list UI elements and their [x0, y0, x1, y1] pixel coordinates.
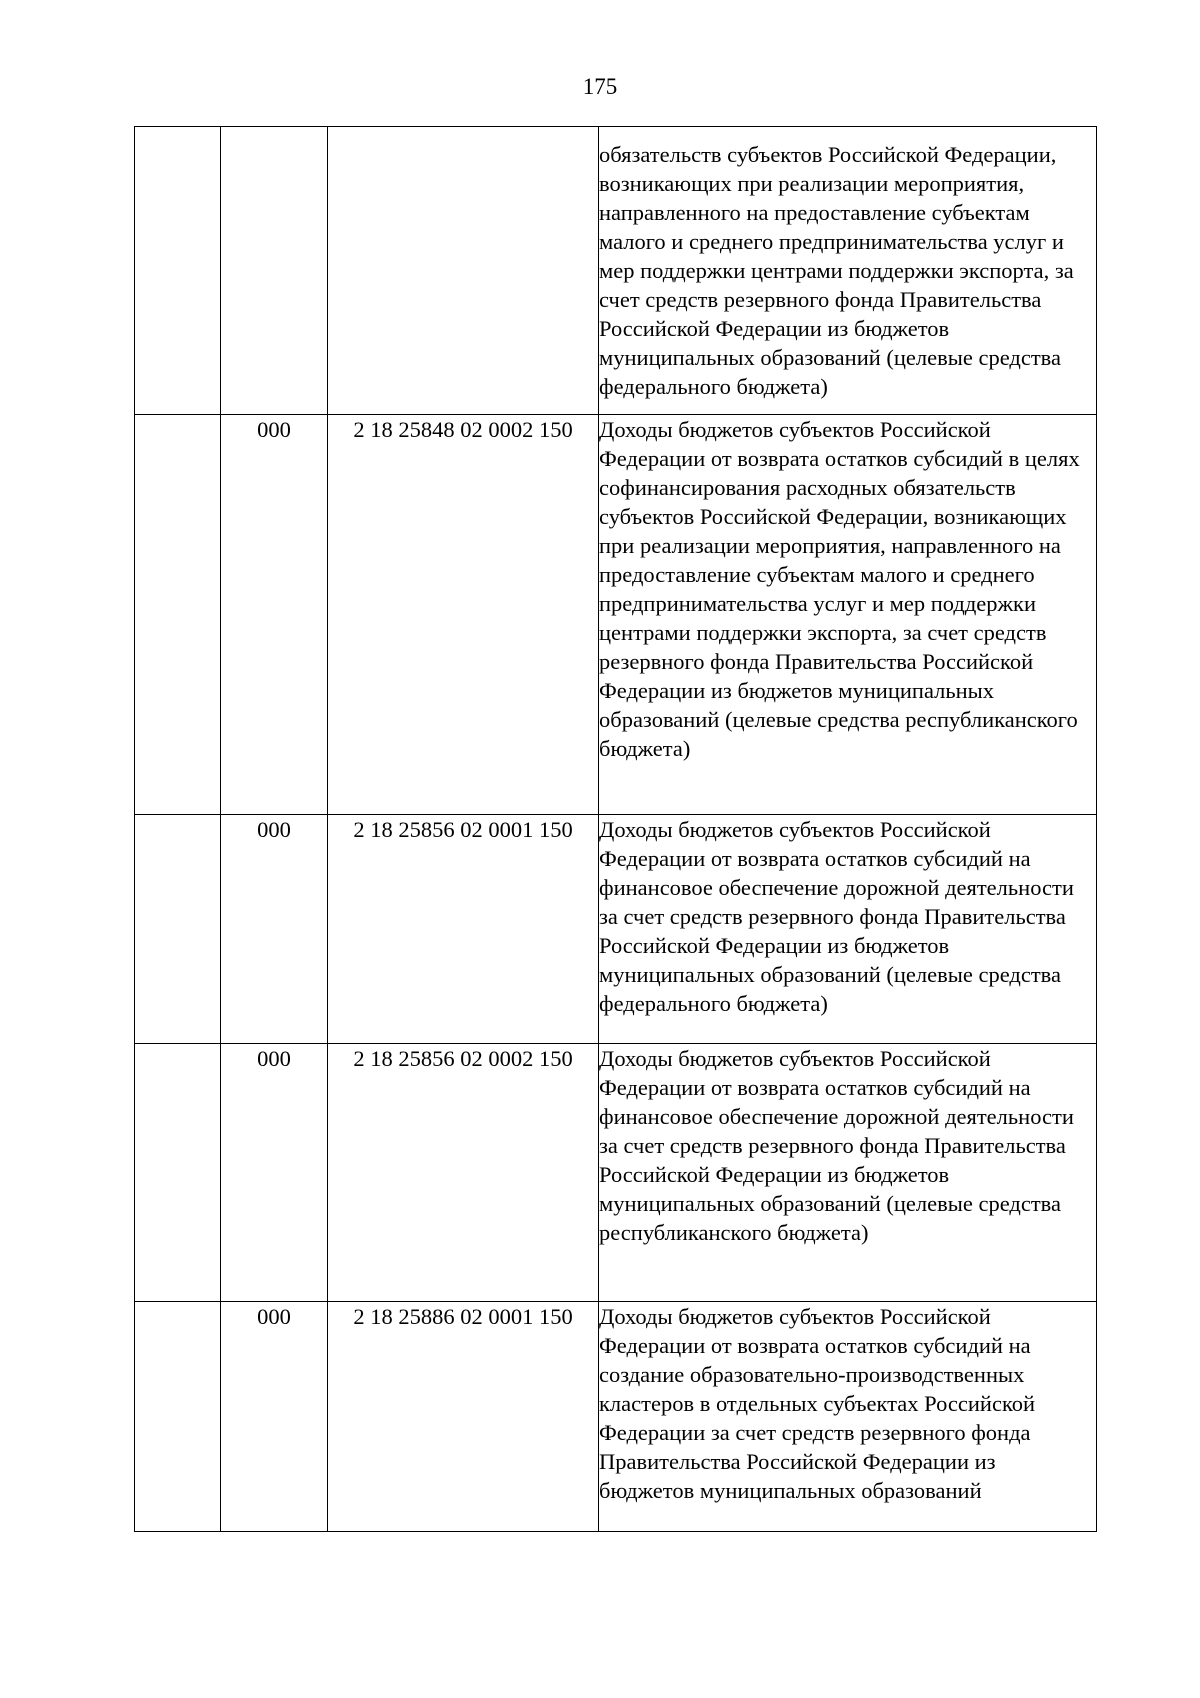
- admin-code-cell: 000: [221, 815, 328, 1044]
- kbk-code-cell: [328, 127, 599, 415]
- description-cell: Доходы бюджетов субъектов Российской Федерации от возврата остатков субсидий в целях софинансирования расходных обязательств субъектов Российской Федерации, возникающих при реализации мероприятия, направленного на предоставление субъектам малого и среднего предпринимательства услуг и мер поддержки центрами поддержки экспорта, за счет средств резервного фонда Правительства Российской Федерации из бюджетов муниципальных образований (целевые средства республиканского бюджета): [599, 415, 1097, 815]
- blank-cell: [135, 415, 221, 815]
- blank-cell: [135, 1302, 221, 1532]
- kbk-code-cell: 2 18 25886 02 0001 150: [328, 1302, 599, 1532]
- description-cell: Доходы бюджетов субъектов Российской Федерации от возврата остатков субсидий на создание образовательно-производственных кластеров в отдельных субъектах Российской Федерации за счет средств резервного фонда Правительства Российской Федерации из бюджетов муниципальных образований: [599, 1302, 1097, 1532]
- kbk-code-cell: 2 18 25856 02 0001 150: [328, 815, 599, 1044]
- page-number: 175: [582, 74, 618, 99]
- budget-codes-table: [134, 126, 1097, 1532]
- admin-code-cell: 000: [221, 1044, 328, 1302]
- blank-cell: [135, 127, 221, 415]
- table-row: [135, 127, 1097, 415]
- table-row: [135, 415, 1097, 815]
- description-cell: обязательств субъектов Российской Федерации, возникающих при реализации мероприятия, направленного на предоставление субъектам малого и среднего предпринимательства услуг и мер поддержки центрами поддержки экспорта, за счет средств резервного фонда Правительства Российской Федерации из бюджетов муниципальных образований (целевые средства федерального бюджета): [599, 127, 1097, 415]
- admin-code-cell: 000: [221, 1302, 328, 1532]
- admin-code-cell: 000: [221, 415, 328, 815]
- kbk-code-cell: 2 18 25856 02 0002 150: [328, 1044, 599, 1302]
- table-row: [135, 815, 1097, 1044]
- table-row: [135, 1302, 1097, 1532]
- table-row: [135, 1044, 1097, 1302]
- description-cell: Доходы бюджетов субъектов Российской Федерации от возврата остатков субсидий на финансовое обеспечение дорожной деятельности за счет средств резервного фонда Правительства Российской Федерации из бюджетов муниципальных образований (целевые средства республиканского бюджета): [599, 1044, 1097, 1302]
- blank-cell: [135, 815, 221, 1044]
- kbk-code-cell: 2 18 25848 02 0002 150: [328, 415, 599, 815]
- admin-code-cell: [221, 127, 328, 415]
- description-cell: Доходы бюджетов субъектов Российской Федерации от возврата остатков субсидий на финансовое обеспечение дорожной деятельности за счет средств резервного фонда Правительства Российской Федерации из бюджетов муниципальных образований (целевые средства федерального бюджета): [599, 815, 1097, 1044]
- blank-cell: [135, 1044, 221, 1302]
